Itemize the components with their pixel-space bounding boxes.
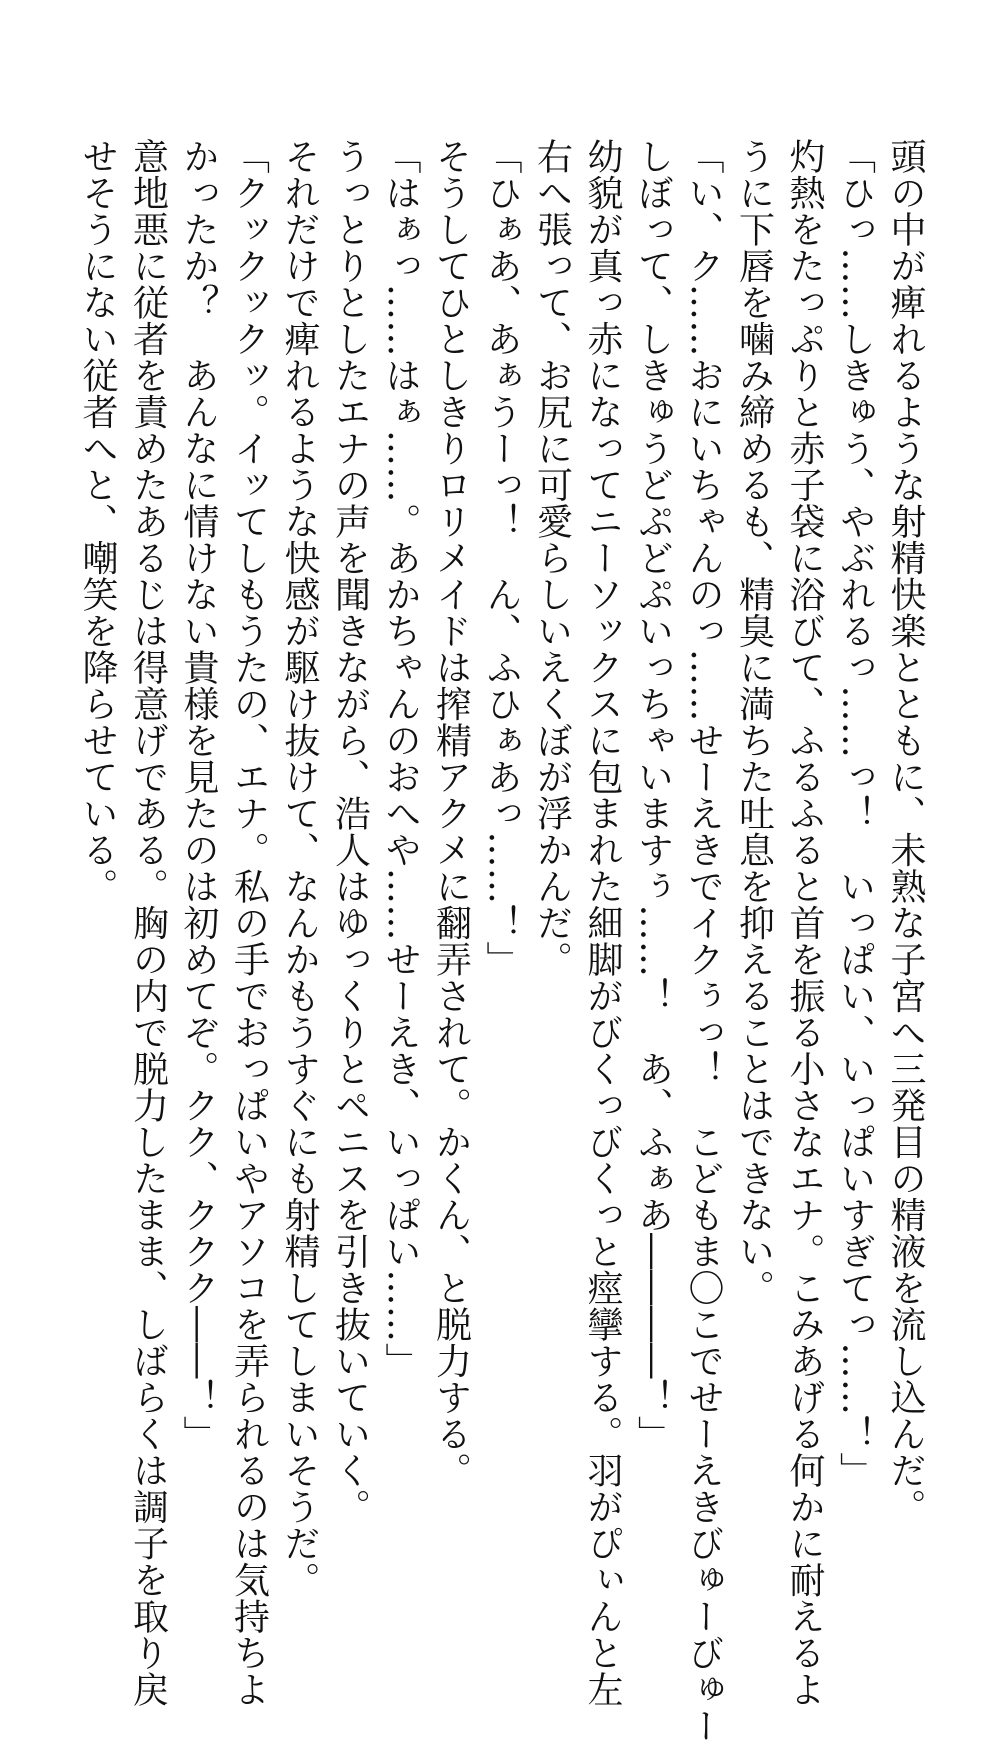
text-line: かったか？ あんなに情けない貴様を見たのは初めてぞ。クク、ククク――！」 (178, 138, 219, 1452)
text-line: 「ひっ……しきゅう、やぶれるっ……っ！ いっぱい、いっぱいすぎてっ……！」 (834, 138, 876, 1489)
text-line: 灼熱をたっぷりと赤子袋に浴びて、ふるふると首を振る小さなエナ。こみあげる何かに耐えるよ (784, 138, 825, 1708)
text-line: そうしてひとしきりロリメイドは搾精アクメに翻弄されて。かくん、と脱力する。 (430, 138, 472, 1489)
text-line: うに下唇を噛み締めるも、精臭に満ちた吐息を抑えることはできない。 (733, 138, 775, 1306)
text-line: 意地悪に従者を責めたあるじは得意げである。胸の内で脱力したまま、しばらくは調子を取り戻 (127, 138, 169, 1708)
text-line: 「い、ク……おにいちゃんのっ……せーえきでイクぅっ！ こどもま〇こでせーえきびゅーびゅー (683, 138, 724, 1744)
text-line: 「クックックッ。イッてしもうたの、エナ。私の手でおっぱいやアソコを弄られるのは気持ちよ (228, 138, 270, 1708)
text-line: せそうにない従者へと、嘲笑を降らせている。 (77, 138, 118, 905)
text-line: 「ひぁあ、あぁうーっ！ ん、ふひぁあっ……！」 (481, 138, 522, 978)
text-line: 右へ張って、お尻に可愛らしいえくぼが浮かんだ。 (531, 138, 573, 978)
text-line: 幼貌が真っ赤になってニーソックスに包まれた細脚がびくっびくっと痙攣する。羽がぴぃんと左 (582, 138, 623, 1708)
text-line: 頭の中が痺れるような射精快楽とともに、未熟な子宮へ三発目の精液を流し込んだ。 (885, 138, 926, 1525)
text-line: それだけで痺れるような快感が駆け抜けて、なんかもうすぐにも射精してしまいそうだ。 (279, 138, 320, 1598)
text-line: 「はぁっ……はぁ……。あかちゃんのおへや……せーえき、いっぱい……」 (380, 138, 421, 1379)
vertical-text-body (72, 138, 931, 1744)
text-line: しぼって、しきゅうどぷどぷいっちゃいますぅ……！ あ、ふぁあ――――！」 (632, 138, 674, 1452)
text-line: うっとりとしたエナの声を聞きながら、浩人はゆっくりとペニスを引き抜いていく。 (329, 138, 371, 1525)
